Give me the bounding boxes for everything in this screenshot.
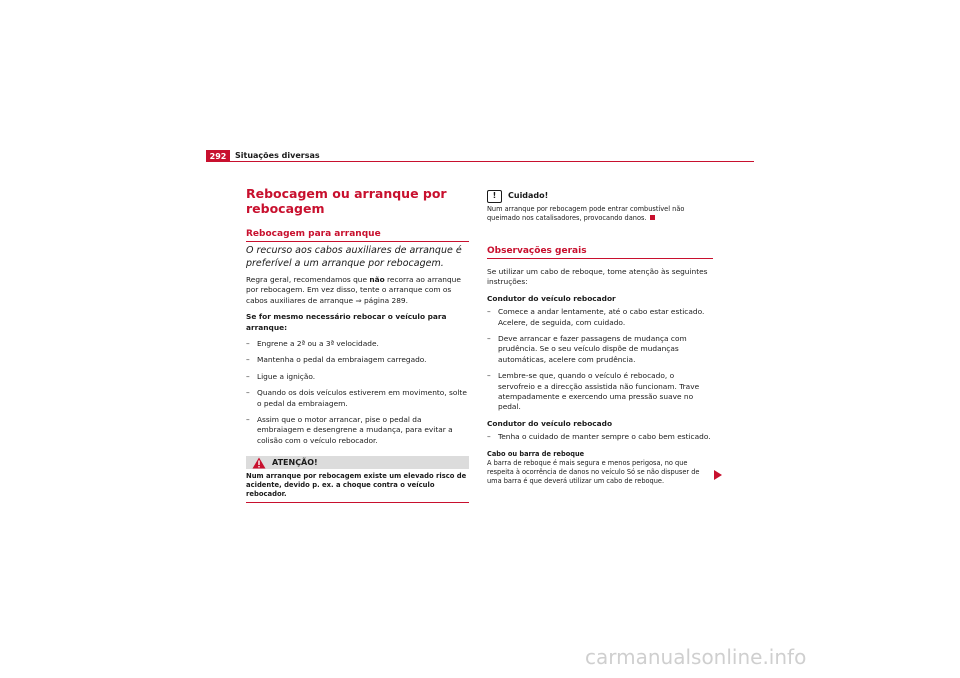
note-title: Cabo ou barra de reboque <box>487 449 585 458</box>
caution-body: Num arranque por rebocagem pode entrar combustível não queimado nos catalisadores, provocando danos. <box>487 205 685 222</box>
towing-driver-heading: Condutor do veículo rebocador <box>487 293 616 303</box>
caution-header <box>487 190 713 203</box>
warning-triangle-icon <box>252 457 266 469</box>
intro-text: O recurso aos cabos auxiliares de arranque é preferível a um arranque por rebocagem. <box>246 245 462 269</box>
caution-text <box>487 205 713 223</box>
para-text-2: recorra ao arranque por rebocagem. Em vez disso, tente o arranque com os cabos auxiliares de arranque ⇒ página 289. <box>246 275 461 305</box>
list-item: – Lembre-se que, quando o veículo é rebocado, o servofreio e a direcção assistida não funcionam. Trave atempadamente e exercendo uma pressão suave no pedal. <box>487 371 713 413</box>
general-intro: Se utilizar um cabo de reboque, tome atenção às seguintes instruções: <box>487 267 708 287</box>
step-item: – Engrene a 2ª ou a 3ª velocidade. <box>246 339 469 349</box>
note-text: A barra de reboque é mais segura e menos perigosa, no que respeita à ocorrência de danos no veículo Só se não dispuser de uma barra é que deverá utilizar um cabo de reboque. <box>487 459 700 486</box>
left-column <box>246 186 469 503</box>
para-bold-word: não <box>369 275 385 284</box>
page-number: 292 <box>206 150 230 162</box>
towed-driver-heading: Condutor do veículo rebocado <box>487 418 613 428</box>
warning-label: ATENÇÃO! <box>272 457 318 467</box>
exclamation-box-icon: ! <box>487 190 502 203</box>
list-item: – Deve arrancar e fazer passagens de mudança com prudência. Se o seu veículo dispõe de mudanças automáticas, acelere com prudência. <box>487 334 713 365</box>
list-item: – Tenha o cuidado de manter sempre o cabo bem esticado. <box>487 432 713 442</box>
subsection-title-tow-start: Rebocagem para arranque <box>246 228 469 242</box>
step-item: – Mantenha o pedal da embraiagem carregado. <box>246 355 469 365</box>
list-item: – Comece a andar lentamente, até o cabo estar esticado. Acelere, de seguida, com cuidado. <box>487 307 713 328</box>
step-item: – Ligue a ignição. <box>246 372 469 382</box>
watermark: carmanualsonline.info <box>585 645 807 669</box>
para-text-1: Regra geral, recomendamos que <box>246 275 370 284</box>
end-square-icon <box>650 215 655 220</box>
warning-text: Num arranque por rebocagem existe um elevado risco de acidente, devido p. ex. a choque contra o veículo rebocador. <box>246 469 469 503</box>
step-item: – Quando os dois veículos estiverem em movimento, solte o pedal da embraiagem. <box>246 388 469 409</box>
paragraph-recommendation <box>246 275 469 306</box>
steps-heading: Se for mesmo necessário rebocar o veículo para arranque: <box>246 312 447 332</box>
section-title: Situações diversas <box>235 151 320 160</box>
header-divider <box>206 161 754 162</box>
next-page-arrow-icon[interactable] <box>713 470 723 480</box>
warning-header <box>246 456 469 469</box>
subsection-title-general: Observações gerais <box>487 245 713 259</box>
page-title: Rebocagem ou arranque por rebocagem <box>246 186 447 216</box>
caution-label: Cuidado! <box>508 191 549 201</box>
step-item: – Assim que o motor arrancar, pise o pedal da embraiagem e desengrene a mudança, para evitar a colisão com o veículo rebocador. <box>246 415 469 446</box>
right-column <box>487 190 713 486</box>
